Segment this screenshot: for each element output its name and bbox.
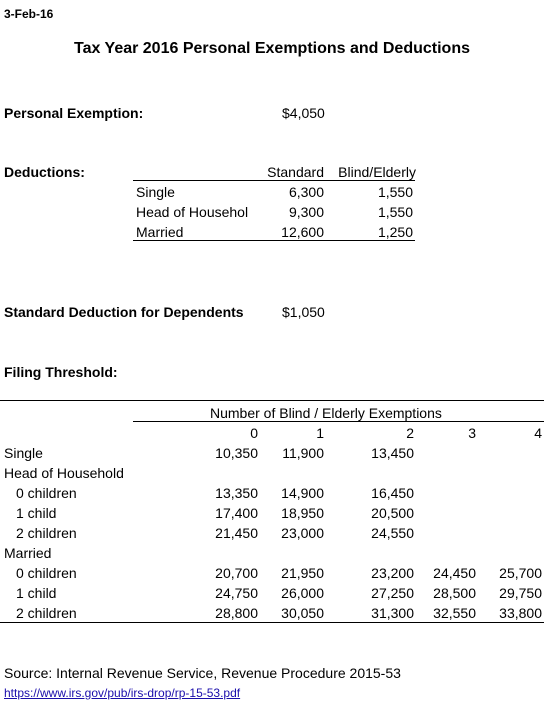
page-title: Tax Year 2016 Personal Exemptions and Deductions <box>73 40 470 57</box>
filing-row-label: Head of Household <box>4 465 124 481</box>
filing-column-header: 0 <box>250 425 258 441</box>
filing-column-header: 3 <box>468 425 476 441</box>
filing-row-label: 1 child <box>16 585 57 601</box>
filing-row-label: Single <box>4 445 43 461</box>
filing-cell: 21,450 <box>215 525 258 541</box>
filing-cell: 10,350 <box>215 445 258 461</box>
filing-row-label: 2 children <box>16 605 77 621</box>
deductions-top-rule <box>133 180 415 181</box>
filing-cell: 32,550 <box>433 605 476 621</box>
filing-cell: 21,950 <box>281 565 324 581</box>
filing-cell: 20,500 <box>371 505 414 521</box>
personal-exemption-value: $4,050 <box>282 105 325 121</box>
filing-cell: 23,000 <box>281 525 324 541</box>
filing-row-label: 2 children <box>16 525 77 541</box>
filing-row-label: 1 child <box>16 505 57 521</box>
filing-cell: 27,250 <box>371 585 414 601</box>
filing-cell: 25,700 <box>499 565 542 581</box>
filing-bottom-rule <box>0 622 544 623</box>
filing-cell: 33,800 <box>499 605 542 621</box>
filing-cell: 24,450 <box>433 565 476 581</box>
filing-row-label: 0 children <box>16 565 77 581</box>
deductions-row-standard: 6,300 <box>288 184 324 200</box>
filing-cell: 18,950 <box>281 505 324 521</box>
deductions-row-standard: 12,600 <box>281 224 324 240</box>
filing-cell: 11,900 <box>282 445 324 461</box>
filing-top-rule <box>0 400 544 401</box>
personal-exemption-label: Personal Exemption: <box>4 105 144 121</box>
filing-cell: 20,700 <box>215 565 258 581</box>
deductions-row-blind: 1,550 <box>377 184 413 200</box>
deductions-row-standard: 9,300 <box>288 204 324 220</box>
filing-group-rule <box>133 421 544 422</box>
filing-cell: 31,300 <box>371 605 414 621</box>
filing-row-label: Married <box>4 545 52 561</box>
deductions-row-label: Head of Househol <box>136 204 249 220</box>
source-link[interactable]: https://www.irs.gov/pub/irs-drop/rp-15-53.pdf <box>4 686 241 700</box>
deductions-header-blind: Blind/Elderly <box>338 164 416 180</box>
filing-column-header: 4 <box>534 425 542 441</box>
deductions-row-label: Single <box>136 184 175 200</box>
filing-cell: 24,550 <box>371 525 414 541</box>
filing-cell: 16,450 <box>371 485 414 501</box>
filing-column-header: 2 <box>406 425 414 441</box>
date-label: 3-Feb-16 <box>4 7 54 21</box>
filing-cell: 23,200 <box>371 565 414 581</box>
filing-cell: 14,900 <box>281 485 324 501</box>
deductions-row-blind: 1,550 <box>377 204 413 220</box>
filing-group-header: Number of Blind / Elderly Exemptions <box>210 405 442 421</box>
dependents-label: Standard Deduction for Dependents <box>4 304 244 320</box>
filing-cell: 17,400 <box>215 505 258 521</box>
dependents-value: $1,050 <box>282 304 325 320</box>
filing-cell: 26,000 <box>281 585 324 601</box>
source-text: Source: Internal Revenue Service, Revenue Procedure 2015-53 <box>4 665 401 681</box>
filing-cell: 28,500 <box>433 585 476 601</box>
filing-threshold-label: Filing Threshold: <box>4 364 118 380</box>
filing-cell: 24,750 <box>215 585 258 601</box>
filing-row-label: 0 children <box>16 485 77 501</box>
deductions-header-standard: Standard <box>267 164 324 180</box>
filing-cell: 29,750 <box>499 585 542 601</box>
deductions-row-label: Married <box>136 224 184 240</box>
filing-cell: 13,350 <box>215 485 258 501</box>
deductions-label: Deductions: <box>4 164 85 180</box>
filing-column-header: 1 <box>316 425 324 441</box>
filing-cell: 28,800 <box>215 605 258 621</box>
filing-cell: 13,450 <box>371 445 414 461</box>
deductions-row-blind: 1,250 <box>377 224 413 240</box>
filing-cell: 30,050 <box>281 605 324 621</box>
